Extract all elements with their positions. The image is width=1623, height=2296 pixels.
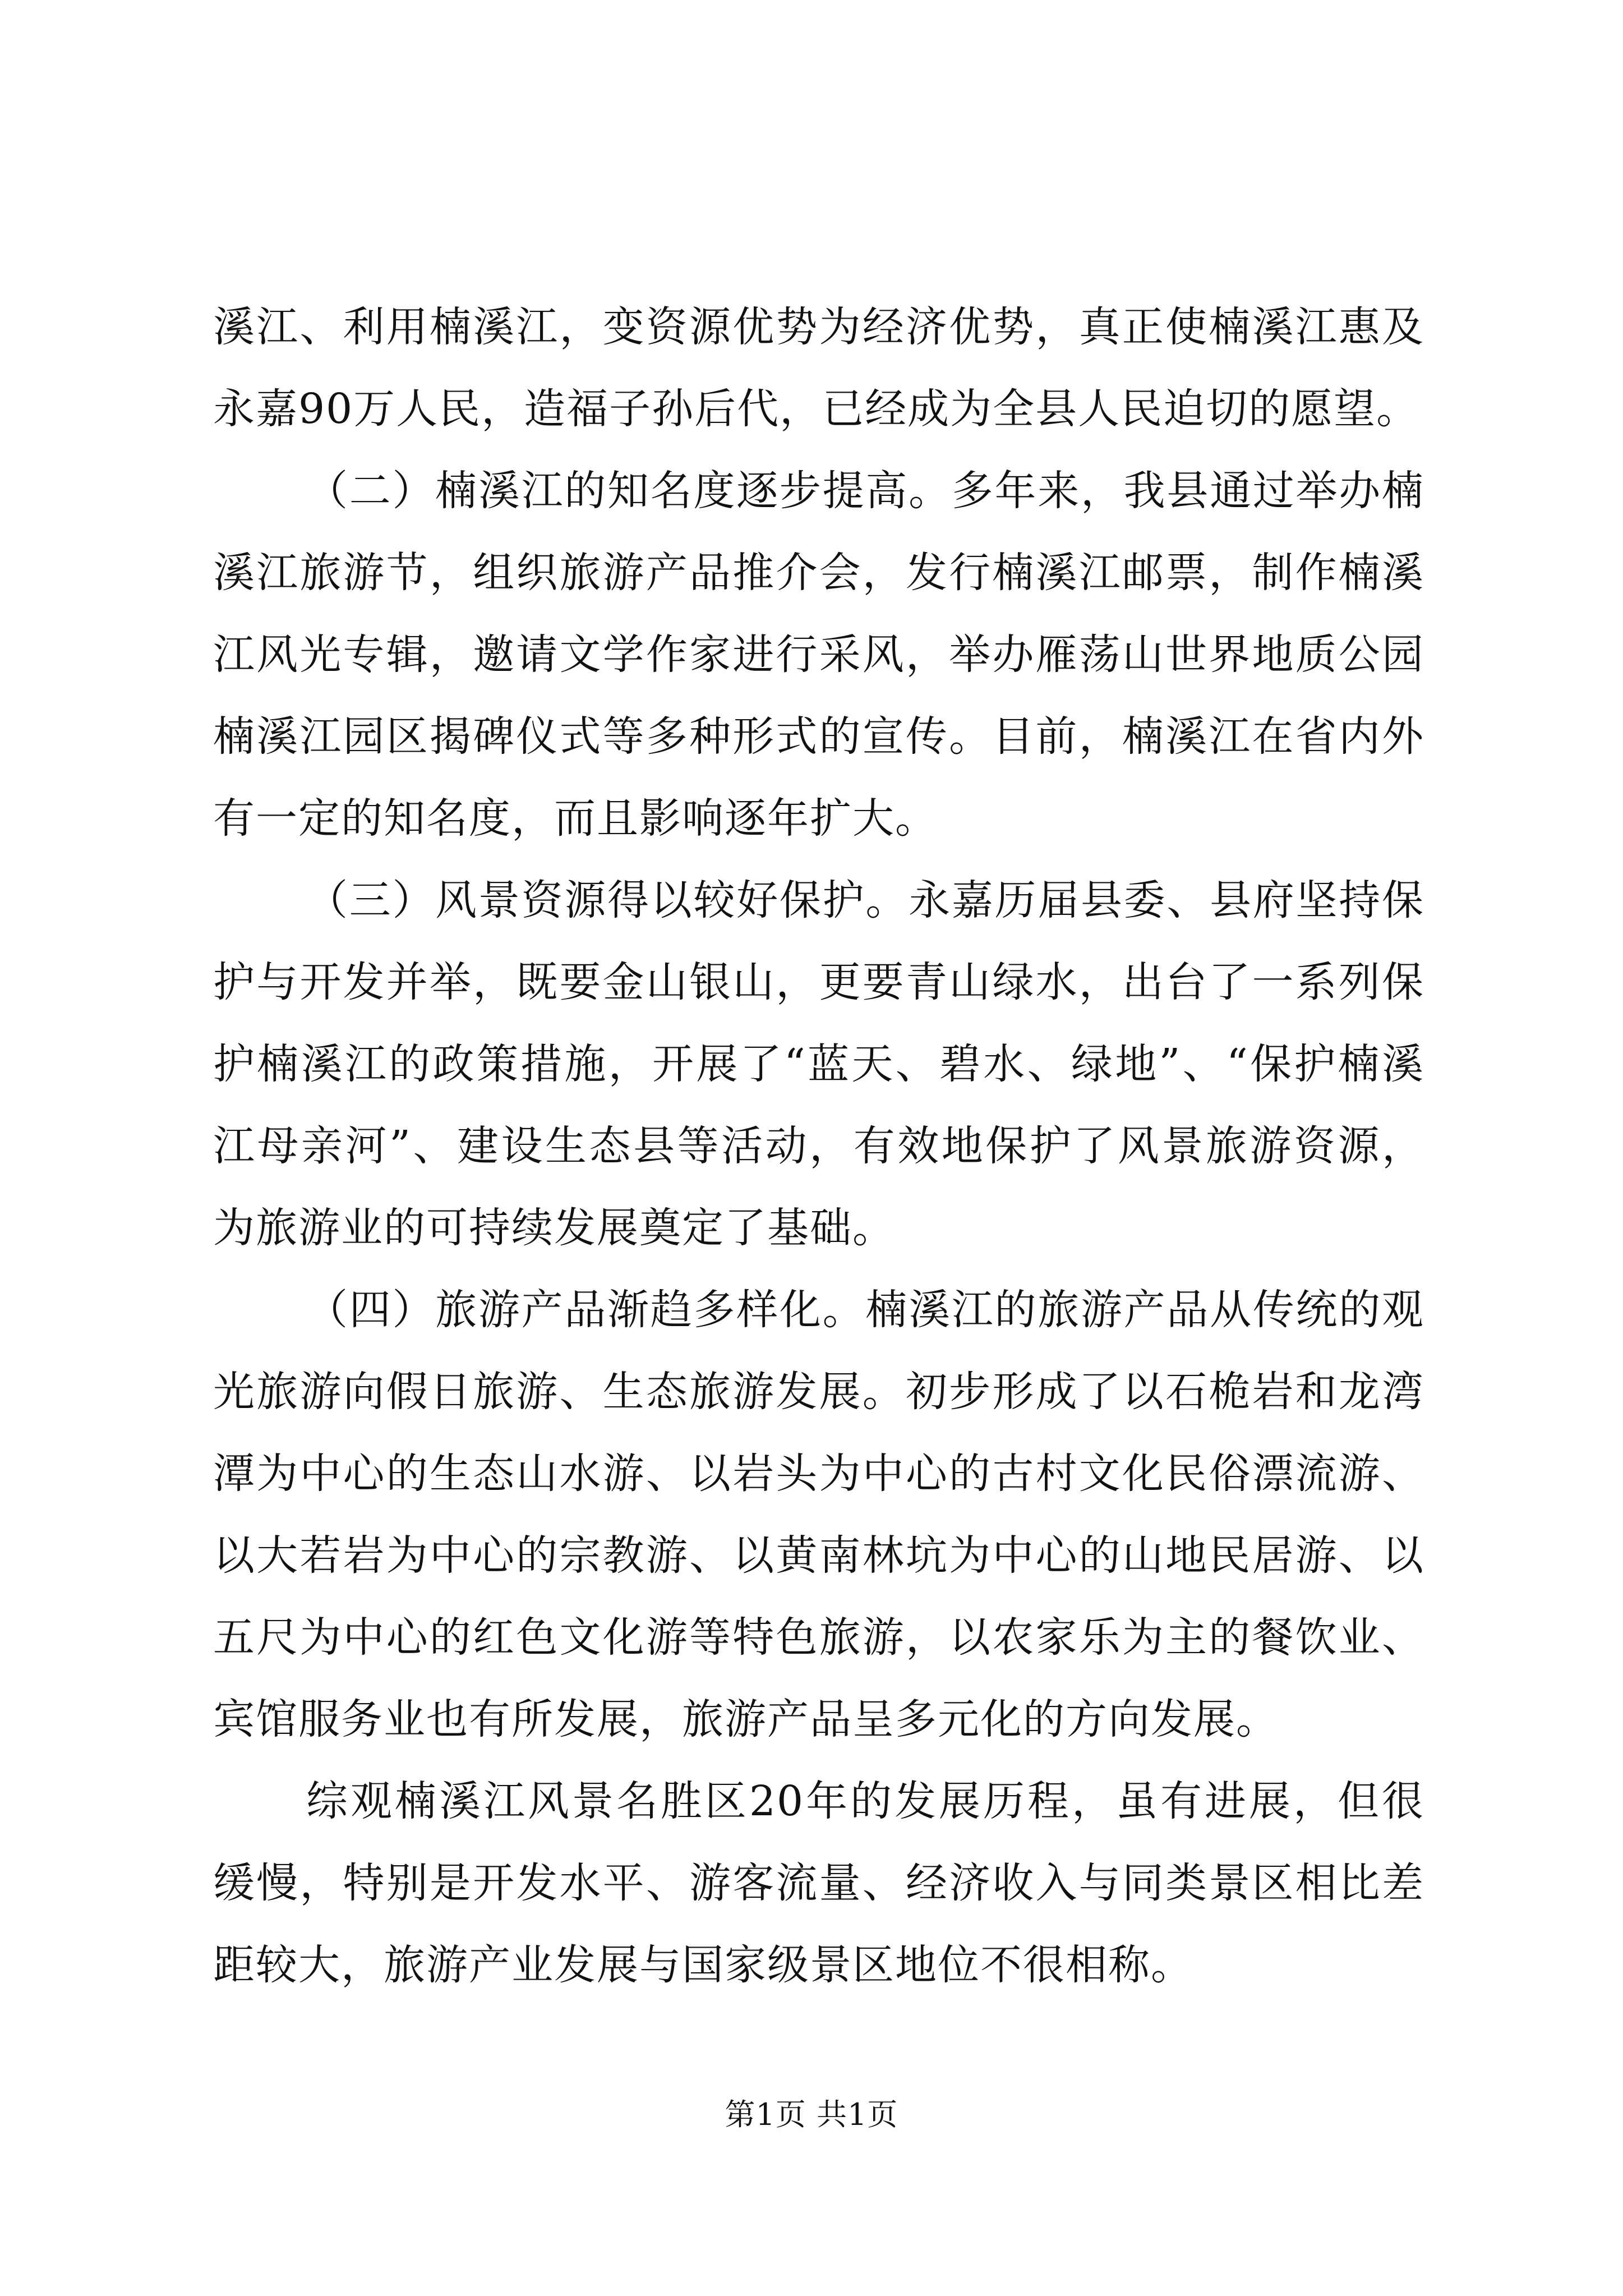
paragraph-diversification: （四）旅游产品渐趋多样化。楠溪江的旅游产品从传统的观光旅游向假日旅游、生态旅游发展。初步形成了以石桅岩和龙湾潭为中心的生态山水游、以岩头为中心的古村文化民俗漂流游、以大若岩为中心的宗教游、以黄南林坑为中心的山地民居游、以五尺为中心的红色文化游等特色旅游，以农家乐为主的餐饮业、宾馆服务业也有所发展，旅游产品呈多元化的方向发展。 [213,1286,1424,1743]
page-footer: 第1页 共1页 [725,2097,898,2132]
paragraph-protection: （三）风景资源得以较好保护。永嘉历届县委、县府坚持保护与开发并举，既要金山银山，更要青山绿水，出台了一系列保护楠溪江的政策措施，开展了“蓝天、碧水、绿地”、“保护楠溪江母亲河”、建设生态县等活动，有效地保护了风景旅游资源，为旅游业的可持续发展奠定了基础。 [213,876,1424,1252]
paragraph-popularity: （二）楠溪江的知名度逐步提高。多年来，我县通过举办楠溪江旅游节，组织旅游产品推介会，发行楠溪江邮票，制作楠溪江风光专辑，邀请文学作家进行采风，举办雁荡山世界地质公园楠溪江园区揭碑仪式等多种形式的宣传。目前，楠溪江在省内外有一定的知名度，而且影响逐年扩大。 [213,467,1424,843]
paragraph-continuation: 溪江、利用楠溪江，变资源优势为经济优势，真正使楠溪江惠及永嘉90万人民，造福子孙后代，已经成为全县人民迫切的愿望。 [213,303,1424,433]
paragraph-summary: 综观楠溪江风景名胜区20年的发展历程，虽有进展，但很缓慢，特别是开发水平、游客流量、经济收入与同类景区相比差距较大，旅游产业发展与国家级景区地位不很相称。 [213,1777,1424,1989]
document-body [213,286,1424,2006]
